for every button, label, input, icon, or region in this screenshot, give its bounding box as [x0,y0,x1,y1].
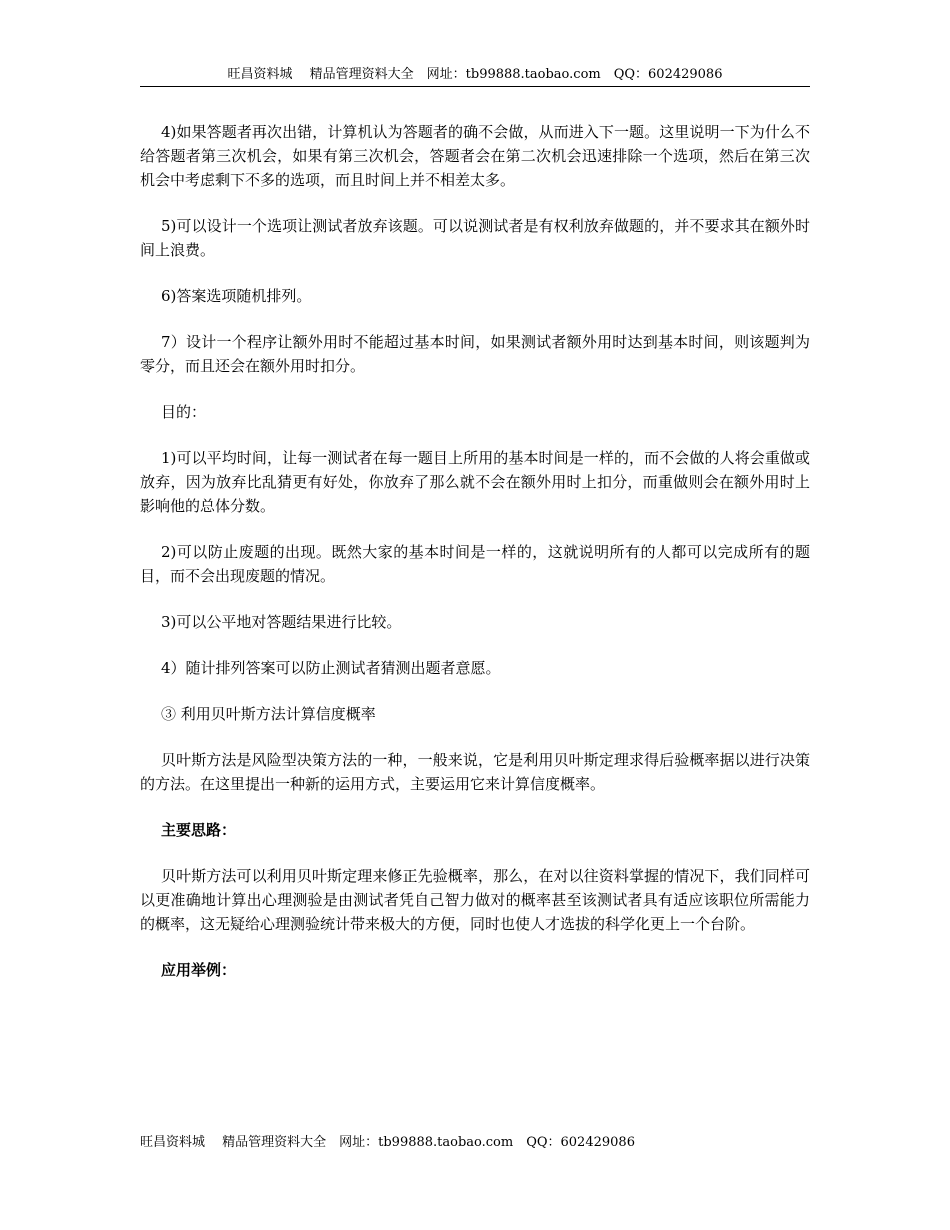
paragraph: 5)可以设计一个选项让测试者放弃该题。可以说测试者是有权利放弃做题的，并不要求其在额外时间上浪费。 [140,217,810,259]
paragraph: 贝叶斯方法是风险型决策方法的一种，一般来说，它是利用贝叶斯定理求得后验概率据以进行决策的方法。在这里提出一种新的运用方式，主要运用它来计算信度概率。 [140,751,810,793]
paragraph: 6)答案选项随机排列。 [161,287,312,305]
paragraph: 1)可以平均时间，让每一测试者在每一题目上所用的基本时间是一样的，而不会做的人将会重做或放弃，因为放弃比乱猜更有好处，你放弃了那么就不会在额外用时上扣分，而重做则会在额外用时上影响他的总体分数。 [140,449,810,515]
header-divider [140,86,810,87]
section-heading: ③ 利用贝叶斯方法计算信度概率 [161,705,376,723]
paragraph: 4）随计排列答案可以防止测试者猜测出题者意愿。 [161,659,501,677]
page-footer: 旺昌资料城 精品管理资料大全 网址：tb99888.taobao.com QQ：602429086 [140,1135,635,1150]
bold-heading: 主要思路： [161,821,237,839]
paragraph: 3)可以公平地对答题结果进行比较。 [161,613,402,631]
paragraph: 2)可以防止废题的出现。既然大家的基本时间是一样的，这就说明所有的人都可以完成所有的题目，而不会出现废题的情况。 [140,543,810,585]
paragraph: 4)如果答题者再次出错，计算机认为答题者的确不会做，从而进入下一题。这里说明一下为什么不给答题者第三次机会，如果有第三次机会，答题者会在第二次机会迅速排除一个选项，然后在第三次机会中考虑剩下不多的选项，而且时间上并不相差太多。 [140,123,810,189]
document-body [140,120,810,1004]
paragraph: 贝叶斯方法可以利用贝叶斯定理来修正先验概率，那么，在对以往资料掌握的情况下，我们同样可以更准确地计算出心理测验是由测试者凭自己智力做对的概率甚至该测试者具有适应该职位所需能力的概率，这无疑给心理测验统计带来极大的方便，同时也使人才选拔的科学化更上一个台阶。 [140,867,810,933]
paragraph: 7）设计一个程序让额外用时不能超过基本时间，如果测试者额外用时达到基本时间，则该题判为零分，而且还会在额外用时扣分。 [140,333,810,375]
section-label: 目的： [161,403,207,421]
bold-heading: 应用举例： [161,961,237,979]
page-header: 旺昌资料城 精品管理资料大全 网址：tb99888.taobao.com QQ：602429086 [227,67,723,82]
